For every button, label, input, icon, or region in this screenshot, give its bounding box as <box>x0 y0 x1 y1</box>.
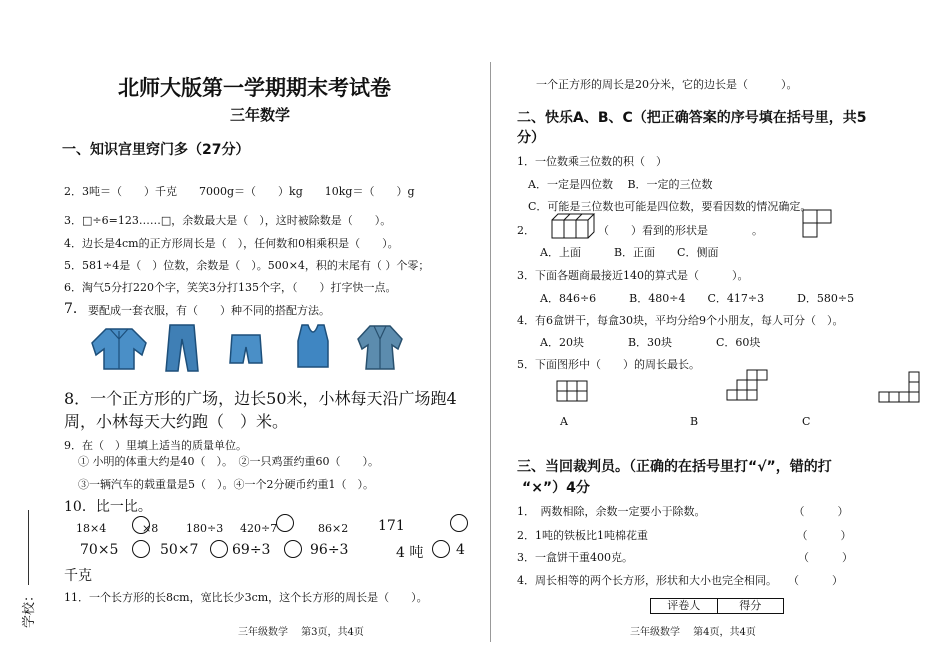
compare-item: 171 <box>378 518 405 534</box>
choice-1-options: A．一定是四位数 B．一定的三位数 <box>528 178 713 191</box>
compare-item: 18×4 <box>76 522 107 535</box>
section2-heading: 二、快乐A、B、C（把正确答案的序号填在括号里，共5 <box>517 110 867 126</box>
cube-stack-icon <box>550 210 598 240</box>
question-8: 8．一个正方形的广场，边长50米，小林每天沿广场跑4 <box>64 389 457 408</box>
question-10: 10．比一比。 <box>64 499 152 515</box>
question-9: 9．在（ ）里填上适当的质量单位。 <box>64 439 247 452</box>
choice-2-options: A．上面 B．正面 C．侧面 <box>540 246 719 259</box>
question-9-line1: ① 小明的体重大约是40（ ）。 ②一只鸡蛋约重60（ ）。 <box>78 455 379 468</box>
compare-item: 69÷3 <box>232 542 271 558</box>
figure-c-label: C <box>802 415 811 428</box>
compare-item: 96÷3 <box>310 542 349 558</box>
section3-heading-cont: “×”）4分 <box>522 480 590 496</box>
page-footer-left: 三年级数学 第3页，共4页 <box>238 627 364 638</box>
binding-line <box>28 510 29 585</box>
question-7: 要配成一套衣服，有（ ）种不同的搭配方法。 <box>88 304 330 317</box>
question-3: 3．□÷6=123……□，余数最大是（ ），这时被除数是（ ）。 <box>64 214 392 227</box>
figure-b <box>726 369 770 403</box>
compare-circle[interactable] <box>450 514 468 532</box>
score-box <box>650 598 784 614</box>
choice-3: 3．下面各题商最接近140的算式是（ ）。 <box>517 269 749 282</box>
score-label: 得分 <box>717 599 784 613</box>
compare-circle[interactable] <box>432 540 450 558</box>
compare-item: 86×2 <box>318 522 349 535</box>
figure-a <box>556 380 590 402</box>
question-7-number: 7． <box>64 301 87 317</box>
shorts-icon <box>228 333 264 365</box>
question-11: 11．一个长方形的长8cm，宽比长少3cm，这个长方形的周长是（ ）。 <box>64 591 428 604</box>
question-top-right: 一个正方形的周长是20分米，它的边长是（ ）。 <box>536 78 798 91</box>
shape-view-icon <box>802 209 836 239</box>
choice-2-text: （ ）看到的形状是 。 <box>598 224 763 237</box>
section1-heading: 一、知识宫里窍门多（27分） <box>62 142 250 158</box>
judge-2: 2．1吨的铁板比1吨棉花重 （ ） <box>517 529 852 542</box>
question-2: 2．3吨＝（ ）千克 7000g＝（ ）kg 10kg＝（ ）g <box>64 185 415 198</box>
choice-2: 2． <box>517 224 535 237</box>
jacket-icon <box>88 325 150 371</box>
choice-3-options: A．846÷6 B．480÷4 C．417÷3 D．580÷5 <box>540 292 855 305</box>
choice-4-options: A．20块 B．30块 C．60块 <box>540 336 761 349</box>
compare-item: 50×7 <box>160 542 199 558</box>
compare-item: 4 <box>456 542 465 558</box>
compare-item: ×8 <box>142 522 159 535</box>
vest-icon <box>296 323 330 369</box>
choice-1: 1．一位数乘三位数的积（ ） <box>517 155 667 168</box>
compare-circle[interactable] <box>132 540 150 558</box>
question-6: 6．淘气5分打220个字，笑笑3分打135个字，（ ）打字快一点。 <box>64 281 397 294</box>
question-4: 4．边长是4cm的正方形周长是（ ），任何数和0相乘积是（ ）。 <box>64 237 399 250</box>
score-reviewer-label: 评卷人 <box>667 599 701 612</box>
choice-1-option-c: C．可能是三位数也可能是四位数，要看因数的情况确定。 <box>528 200 812 213</box>
compare-item: 4 吨 <box>396 545 424 561</box>
compare-circle[interactable] <box>284 540 302 558</box>
figure-b-label: B <box>690 415 699 428</box>
figure-c <box>878 371 922 405</box>
compare-item: 420÷7 <box>240 522 278 535</box>
choice-5: 5．下面图形中（ ）的周长最长。 <box>517 358 700 371</box>
compare-circle[interactable] <box>276 514 294 532</box>
compare-item: 70×5 <box>80 542 119 558</box>
exam-title: 北师大版第一学期期末考试卷 <box>118 76 391 100</box>
compare-item: 千克 <box>64 568 92 584</box>
exam-subtitle: 三年数学 <box>230 106 291 124</box>
page-footer-right: 三年级数学 第4页，共4页 <box>630 627 756 638</box>
judge-4: 4．周长相等的两个长方形，形状和大小也完全相同。 （ ） <box>517 574 843 587</box>
figure-a-label: A <box>560 415 568 428</box>
question-9-line2: ③一辆汽车的载重量是5（ ）。④一个2分硬币约重1（ ）。 <box>78 478 374 491</box>
section2-heading-cont: 分） <box>517 130 545 146</box>
section3-heading: 三、当回裁判员。（正确的在括号里打“√”，错的打 <box>517 459 832 475</box>
choice-4: 4．有6盒饼干，每盒30块，平均分给9个小朋友，每人可分（ ）。 <box>517 314 844 327</box>
page-divider <box>490 62 491 642</box>
compare-item: 180÷3 <box>186 522 224 535</box>
question-5: 5．581÷4是（ ）位数，余数是（ ）。500×4，积的末尾有（ ）个零； <box>64 259 430 272</box>
judge-1: 1． 两数相除，余数一定要小于除数。 （ ） <box>517 505 849 518</box>
school-label: 学校： <box>22 588 37 628</box>
judge-3: 3．一盒饼干重400克。 （ ） <box>517 551 853 564</box>
compare-circle[interactable] <box>210 540 228 558</box>
question-8-cont: 周，小林每天大约跑（ ）米。 <box>64 412 289 431</box>
coat-icon <box>354 323 406 371</box>
pants-icon <box>164 323 200 373</box>
